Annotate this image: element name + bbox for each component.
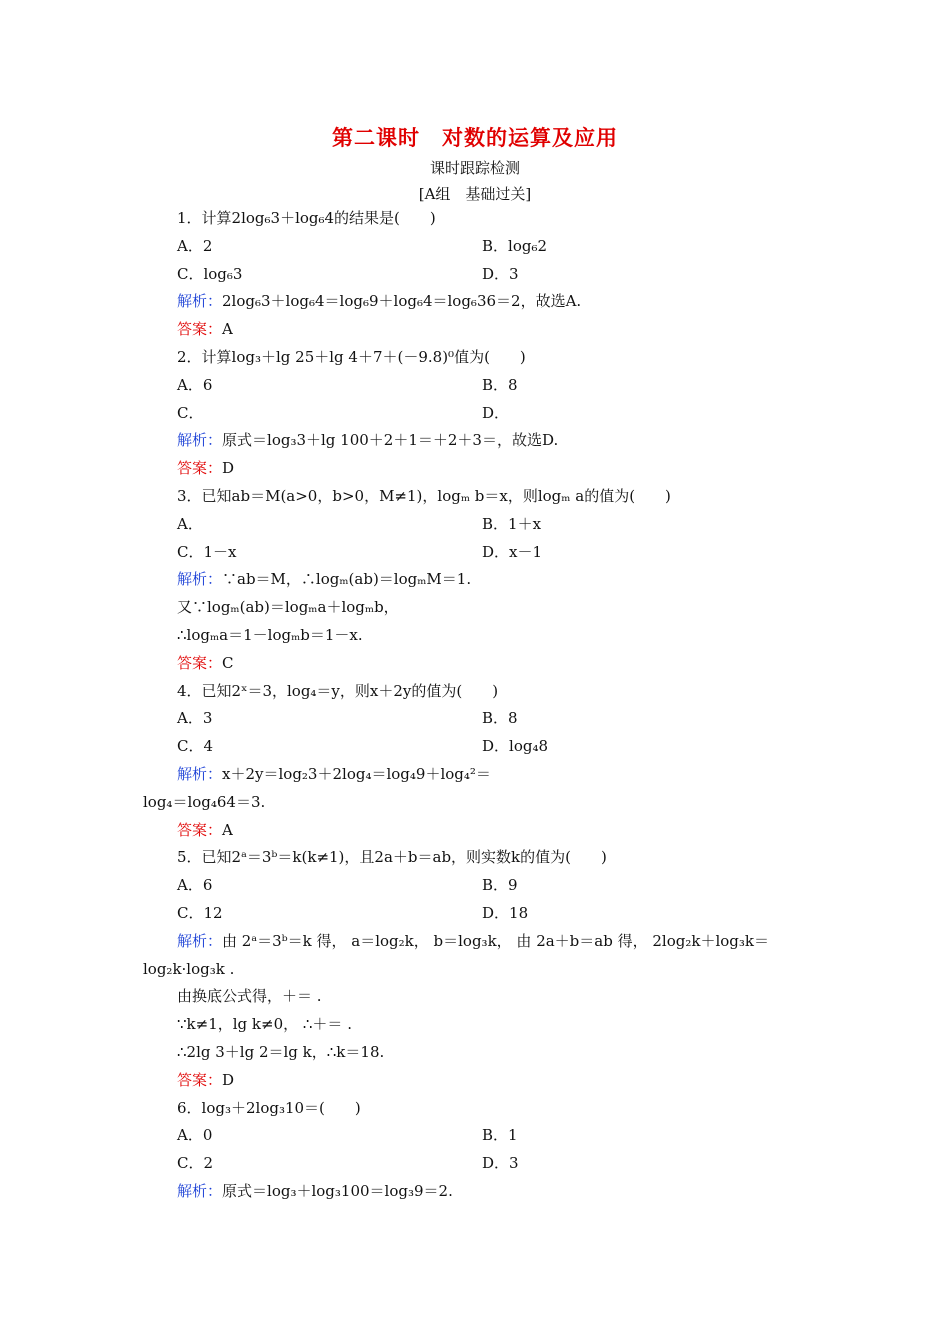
answer-options-row bbox=[143, 872, 813, 900]
answer-options-row bbox=[143, 1150, 813, 1178]
line-text: 由换底公式得，＋＝ . bbox=[177, 987, 322, 1006]
solution-text: ∵ab＝M，∴logₘ(ab)＝logₘM＝1. bbox=[222, 570, 472, 589]
answer-text: D bbox=[222, 1070, 235, 1089]
line-text: 3．已知ab＝M(a>0，b>0，M≠1)，logₘ b＝x，则logₘ a的值为( ) bbox=[177, 486, 671, 505]
document-content bbox=[143, 205, 813, 1206]
option-text: B．9 bbox=[482, 876, 518, 895]
option-text: C． bbox=[177, 403, 204, 422]
answer-label: 答案： bbox=[177, 653, 223, 672]
answer-options-row bbox=[143, 1122, 813, 1150]
option-text: A．0 bbox=[177, 1126, 213, 1145]
solution-label: 解析： bbox=[177, 1181, 223, 1200]
option-text: A． bbox=[177, 514, 203, 533]
answer-line bbox=[143, 817, 813, 845]
line-text: ∴logₘa＝1－logₘb＝1－x. bbox=[177, 625, 363, 644]
answer-options-row bbox=[143, 511, 813, 539]
solution-label: 解析： bbox=[177, 570, 223, 589]
option-text: D． bbox=[482, 403, 510, 422]
option-text: B．log₆2 bbox=[482, 236, 548, 255]
text-line bbox=[143, 1039, 813, 1067]
answer-options-row bbox=[143, 539, 813, 567]
option-text: D．x－1 bbox=[482, 542, 543, 561]
line-text: 4．已知2ˣ＝3，log₄＝y，则x＋2y的值为( ) bbox=[177, 681, 499, 700]
option-text: B．8 bbox=[482, 375, 518, 394]
answer-options-row bbox=[143, 705, 813, 733]
option-text: A．6 bbox=[177, 876, 213, 895]
line-text: log₂k·log₃k . bbox=[143, 959, 235, 978]
solution-label: 解析： bbox=[177, 764, 223, 783]
text-line bbox=[143, 1011, 813, 1039]
solution-line bbox=[143, 566, 813, 594]
text-line bbox=[143, 622, 813, 650]
answer-label: 答案： bbox=[177, 459, 223, 478]
solution-text: 原式＝log₃3＋lg 100＋2＋1＝＋2＋3＝，故选D. bbox=[222, 431, 559, 450]
option-text: D．3 bbox=[482, 1154, 519, 1173]
answer-options-row bbox=[143, 900, 813, 928]
answer-label: 答案： bbox=[177, 820, 223, 839]
answer-text: A bbox=[222, 820, 233, 839]
line-text: 2．计算log₃＋lg 25＋lg 4＋7＋(－9.8)⁰值为( ) bbox=[177, 347, 526, 366]
option-text: A．6 bbox=[177, 375, 213, 394]
line-text: 又∵logₘ(ab)＝logₘa＋logₘb， bbox=[177, 598, 399, 617]
answer-options-row bbox=[143, 400, 813, 428]
text-line bbox=[143, 789, 813, 817]
line-text: ∴2lg 3＋lg 2＝lg k，∴k＝18. bbox=[177, 1042, 385, 1061]
line-text: 1．计算2log₆3＋log₆4的结果是( ) bbox=[177, 209, 436, 227]
answer-label: 答案： bbox=[177, 1070, 223, 1089]
solution-text: 2log₆3＋log₆4＝log₆9＋log₆4＝log₆36＝2，故选A. bbox=[222, 292, 582, 311]
answer-text: A bbox=[222, 320, 233, 339]
page-title: 第二课时 对数的运算及应用 bbox=[332, 125, 618, 150]
answer-line bbox=[143, 1067, 813, 1095]
option-text: C．log₆3 bbox=[177, 264, 243, 283]
line-text: 6．log₃＋2log₃10＝( ) bbox=[177, 1098, 361, 1117]
option-text: B．1 bbox=[482, 1126, 518, 1145]
solution-line bbox=[143, 288, 813, 316]
solution-line bbox=[143, 761, 813, 789]
line-text: ∵k≠1，lg k≠0， ∴＋＝ . bbox=[177, 1015, 352, 1034]
answer-options-row bbox=[143, 372, 813, 400]
group-heading: [A组 基础过关] bbox=[418, 185, 532, 203]
answer-line bbox=[143, 316, 813, 344]
option-text: D．3 bbox=[482, 264, 519, 283]
answer-label: 答案： bbox=[177, 320, 223, 339]
solution-text: 由 2ᵃ＝3ᵇ＝k 得， a＝log₂k， b＝log₃k， 由 2a＋b＝ab 得， 2log₂k＋log₃k＝ bbox=[222, 931, 769, 950]
option-text: B．8 bbox=[482, 709, 518, 728]
solution-label: 解析： bbox=[177, 431, 223, 450]
solution-label: 解析： bbox=[177, 292, 223, 311]
page-subtitle: 课时跟踪检测 bbox=[429, 159, 520, 177]
option-text: A．2 bbox=[177, 236, 213, 255]
text-line bbox=[143, 344, 813, 372]
answer-text: C bbox=[222, 653, 234, 672]
solution-label: 解析： bbox=[177, 931, 223, 950]
text-line bbox=[143, 483, 813, 511]
option-text: C．1－x bbox=[177, 542, 237, 561]
option-text: D．log₄8 bbox=[482, 737, 549, 756]
line-text: 5．已知2ᵃ＝3ᵇ＝k(k≠1)，且2a＋b＝ab，则实数k的值为( ) bbox=[177, 848, 607, 867]
text-line bbox=[143, 1095, 813, 1123]
text-line bbox=[143, 678, 813, 706]
option-text: D．18 bbox=[482, 903, 529, 922]
text-line bbox=[143, 844, 813, 872]
answer-line bbox=[143, 650, 813, 678]
text-line bbox=[143, 956, 813, 984]
solution-text: 原式＝log₃＋log₃100＝log₃9＝2. bbox=[222, 1181, 453, 1200]
option-text: C．4 bbox=[177, 737, 214, 756]
solution-line bbox=[143, 928, 813, 956]
text-line bbox=[143, 205, 813, 233]
text-line bbox=[143, 983, 813, 1011]
solution-line bbox=[143, 427, 813, 455]
option-text: A．3 bbox=[177, 709, 213, 728]
answer-options-row bbox=[143, 233, 813, 261]
solution-text: x＋2y＝log₂3＋2log₄＝log₄9＋log₄²＝ bbox=[222, 764, 491, 783]
answer-line bbox=[143, 455, 813, 483]
line-text: log₄＝log₄64＝3. bbox=[143, 792, 266, 811]
answer-options-row bbox=[143, 261, 813, 289]
answer-options-row bbox=[143, 733, 813, 761]
answer-text: D bbox=[222, 459, 235, 478]
solution-line bbox=[143, 1178, 813, 1206]
option-text: B．1＋x bbox=[482, 514, 542, 533]
option-text: C．12 bbox=[177, 903, 223, 922]
option-text: C．2 bbox=[177, 1154, 214, 1173]
text-line bbox=[143, 594, 813, 622]
